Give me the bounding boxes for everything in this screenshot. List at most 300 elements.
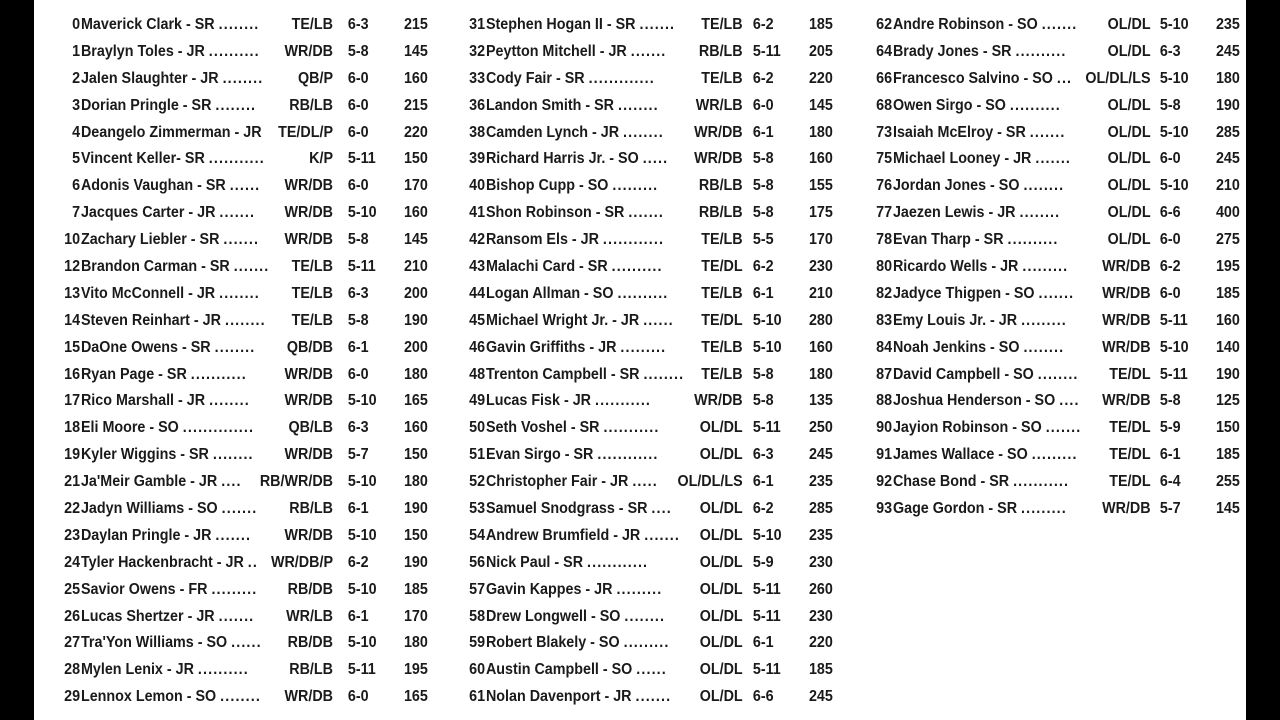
roster-row — [866, 469, 1238, 496]
roster-row — [459, 523, 831, 550]
player-height: 6-1 — [1159, 446, 1181, 464]
player-position: OL/DL — [1107, 231, 1151, 249]
player-year: JR — [186, 392, 206, 410]
player-entry — [893, 227, 1058, 254]
player-height: 5-10 — [347, 473, 377, 491]
roster-row — [866, 66, 1238, 93]
player-height: 5-11 — [752, 580, 781, 598]
player-name: Daylan Pringle — [80, 526, 181, 544]
player-height: 6-1 — [347, 500, 369, 518]
player-position: QB/P — [297, 69, 333, 87]
player-height: 5-8 — [347, 311, 369, 329]
player-position: WR/DB — [284, 446, 333, 464]
player-name: Rico Marshall — [80, 392, 175, 410]
player-sep: - — [595, 42, 609, 60]
player-name: Ransom Els — [485, 231, 568, 249]
roster-row — [54, 442, 426, 469]
player-sep: - — [184, 500, 197, 518]
leader-dots: ............. — [588, 69, 655, 87]
roster-row — [866, 173, 1238, 200]
player-position: WR/DB — [284, 204, 333, 222]
player-name: Vincent Keller — [80, 150, 177, 168]
player-year: SO — [1017, 16, 1038, 33]
player-year: SO — [592, 284, 614, 302]
player-name: Lucas Shertzer — [80, 607, 184, 625]
roster-row — [54, 496, 426, 523]
player-number: 33 — [469, 69, 486, 87]
player-entry — [81, 657, 249, 684]
player-sep: - — [176, 446, 190, 464]
player-number: 40 — [469, 177, 486, 195]
player-number: 49 — [469, 392, 486, 410]
leader-dots: ........ — [1037, 365, 1079, 383]
leader-dots: ........ — [218, 16, 260, 33]
player-sep: - — [614, 500, 628, 518]
player-number: 36 — [469, 96, 486, 114]
player-sep: - — [598, 661, 612, 679]
player-name: Braylyn Toles — [80, 42, 174, 60]
player-name: Gavin Griffiths — [485, 338, 586, 356]
player-sep: - — [984, 500, 998, 518]
leader-dots: .... — [221, 473, 242, 491]
player-sep: - — [176, 150, 185, 168]
player-year: JR — [998, 311, 1018, 329]
player-year: SO — [998, 177, 1020, 195]
leader-dots: ...... — [636, 661, 667, 679]
leader-dots: ............ — [587, 553, 649, 571]
player-height: 5-8 — [347, 42, 369, 60]
player-entry — [893, 173, 1064, 200]
player-height: 5-10 — [1159, 69, 1189, 87]
player-name: Landon Smith — [485, 96, 582, 114]
player-weight: 260 — [808, 580, 833, 598]
player-position: WR/DB — [284, 177, 333, 195]
roster-row — [459, 684, 831, 711]
roster-row — [54, 227, 426, 254]
player-name: Zachary Liebler — [80, 231, 187, 249]
player-sep: - — [230, 123, 244, 141]
leader-dots: ..... — [632, 473, 658, 491]
leader-dots: ........ — [624, 607, 666, 625]
player-entry — [81, 684, 261, 711]
player-sep: - — [588, 123, 601, 141]
roster-row — [866, 254, 1238, 281]
roster-column-2 — [459, 12, 859, 711]
roster-row — [54, 415, 426, 442]
player-entry — [486, 523, 680, 550]
player-number: 41 — [469, 204, 486, 222]
player-name: Jalen Slaughter — [80, 69, 188, 87]
roster-row — [54, 281, 426, 308]
player-height: 6-1 — [752, 473, 774, 491]
player-weight: 150 — [403, 150, 428, 168]
player-weight: 185 — [808, 661, 833, 679]
player-entry — [893, 146, 1071, 173]
player-position: OL/DL — [699, 419, 743, 437]
player-entry — [893, 120, 1066, 147]
player-height: 5-11 — [752, 607, 781, 625]
player-weight: 215 — [403, 16, 428, 33]
player-position: TE/DL — [1109, 473, 1151, 491]
roster-row — [54, 388, 426, 415]
player-sep: - — [212, 553, 226, 571]
player-position: WR/LB — [695, 96, 743, 114]
player-sep: - — [193, 634, 207, 652]
player-height: 5-10 — [347, 580, 377, 598]
player-position: TE/LB — [701, 231, 743, 249]
leader-dots: ....... — [1035, 150, 1072, 168]
leader-dots: .......... — [1015, 42, 1067, 60]
roster-row — [459, 577, 831, 604]
player-number: 22 — [64, 500, 81, 518]
player-entry — [893, 496, 1067, 523]
player-weight: 180 — [403, 473, 428, 491]
player-name: Jaezen Lewis — [892, 204, 985, 222]
player-height: 6-6 — [752, 688, 774, 706]
player-name: Robert Blakely — [485, 634, 587, 652]
player-number: 45 — [469, 311, 486, 329]
player-weight: 200 — [403, 338, 428, 356]
player-height: 6-0 — [1159, 284, 1181, 302]
player-name: Ja'Meir Gamble — [80, 473, 187, 491]
player-position: TE/DL — [1109, 365, 1151, 383]
player-position: OL/DL — [699, 553, 743, 571]
player-entry — [486, 684, 671, 711]
player-entry — [893, 442, 1078, 469]
player-number: 6 — [72, 177, 81, 195]
leader-dots: ............ — [602, 231, 665, 249]
player-name: Bishop Cupp — [485, 177, 576, 195]
player-position: WR/DB — [1102, 500, 1151, 518]
player-number: 24 — [64, 553, 81, 571]
player-height: 5-10 — [347, 204, 377, 222]
player-weight: 185 — [403, 580, 428, 598]
roster-row — [459, 173, 831, 200]
player-weight: 230 — [808, 258, 833, 276]
player-position: TE/LB — [291, 311, 333, 329]
player-number: 50 — [469, 419, 486, 437]
leader-dots: ....... — [1038, 284, 1075, 302]
player-sep: - — [1004, 16, 1018, 33]
player-entry — [81, 173, 260, 200]
player-weight: 160 — [403, 204, 428, 222]
player-year: SR — [627, 500, 648, 518]
roster-row — [54, 173, 426, 200]
player-height: 5-10 — [1159, 177, 1189, 195]
player-name: Francesco Salvino — [892, 69, 1020, 87]
roster-row — [459, 388, 831, 415]
player-sep: - — [180, 526, 194, 544]
player-name: Andrew Brumfield — [485, 526, 610, 544]
leader-dots: .... — [651, 500, 672, 518]
leader-dots: ......... — [616, 580, 663, 598]
player-sep: - — [186, 473, 199, 491]
player-position: WR/DB — [284, 688, 333, 706]
player-year: SR — [199, 231, 220, 249]
leader-dots: ........... — [190, 365, 247, 383]
player-entry — [81, 496, 257, 523]
leader-dots: ......... — [1021, 500, 1067, 518]
player-entry — [486, 254, 663, 281]
leader-dots: ............ — [597, 446, 659, 464]
player-year: JR — [243, 123, 262, 141]
leader-dots: ........... — [1013, 473, 1070, 491]
player-number: 10 — [64, 231, 81, 249]
player-position: RB/LB — [289, 500, 333, 518]
player-position: QB/LB — [288, 419, 333, 437]
player-entry — [486, 388, 651, 415]
roster-row — [866, 227, 1238, 254]
player-number: 60 — [469, 661, 486, 679]
player-year: JR — [200, 69, 219, 87]
player-year: JR — [186, 42, 205, 60]
leader-dots: ....... — [635, 688, 672, 706]
player-sep: - — [184, 284, 197, 302]
player-weight: 210 — [403, 258, 428, 276]
player-height: 6-1 — [347, 338, 369, 356]
player-number: 48 — [469, 365, 486, 383]
player-sep: - — [1000, 365, 1014, 383]
player-entry — [81, 227, 259, 254]
player-number: 13 — [64, 284, 81, 302]
player-entry — [486, 66, 655, 93]
player-name: Jadyn Williams — [80, 500, 185, 518]
player-year: SR — [983, 231, 1004, 249]
roster-row — [459, 66, 831, 93]
roster-row — [54, 308, 426, 335]
player-name: Jordan Jones — [892, 177, 987, 195]
roster-row — [459, 469, 831, 496]
player-name: Gavin Kappes — [485, 580, 582, 598]
player-weight: 165 — [403, 688, 428, 706]
player-name: Nolan Davenport — [485, 688, 601, 706]
player-number: 90 — [876, 419, 893, 437]
player-height: 5-7 — [1159, 500, 1181, 518]
player-height: 5-11 — [347, 661, 376, 679]
player-position: RB/LB — [698, 42, 743, 60]
roster-row — [866, 362, 1238, 389]
player-sep: - — [173, 42, 187, 60]
player-year: JR — [580, 231, 599, 249]
player-entry — [81, 12, 259, 39]
player-position: RB/WR/DB — [259, 473, 333, 491]
leader-dots: ........ — [214, 338, 256, 356]
player-weight: 165 — [403, 392, 428, 410]
roster-row — [459, 630, 831, 657]
player-name: Ryan Page — [80, 365, 155, 383]
player-sep: - — [197, 258, 210, 276]
player-entry — [486, 630, 669, 657]
player-sep: - — [581, 580, 595, 598]
player-height: 6-0 — [1159, 231, 1181, 249]
player-position: OL/DL — [699, 634, 743, 652]
player-sep: - — [606, 365, 620, 383]
player-sep: - — [586, 634, 599, 652]
roster-row — [459, 39, 831, 66]
player-year: SO — [998, 338, 1020, 356]
leader-dots: ......... — [620, 338, 667, 356]
player-year: SO — [618, 150, 639, 168]
player-number: 84 — [876, 338, 893, 356]
player-year: JR — [572, 392, 592, 410]
player-height: 5-10 — [347, 392, 377, 410]
player-year: JR — [621, 526, 641, 544]
player-height: 5-10 — [1159, 123, 1189, 141]
player-year: SR — [205, 177, 226, 195]
player-sep: - — [580, 284, 593, 302]
player-height: 5-11 — [752, 42, 781, 60]
roster-row — [459, 657, 831, 684]
player-weight: 205 — [808, 42, 833, 60]
player-number: 32 — [469, 42, 486, 60]
player-sep: - — [597, 473, 611, 491]
player-weight: 210 — [808, 284, 833, 302]
roster-row — [459, 550, 831, 577]
player-number: 75 — [876, 150, 893, 168]
player-weight: 285 — [1215, 123, 1240, 141]
player-sep: - — [178, 96, 192, 114]
roster-row — [459, 308, 831, 335]
player-height: 5-10 — [1159, 16, 1189, 33]
player-sep: - — [567, 231, 581, 249]
player-year: SR — [191, 96, 212, 114]
player-year: SR — [604, 204, 625, 222]
player-year: SO — [195, 688, 217, 706]
player-height: 5-11 — [1159, 311, 1188, 329]
player-name: Samuel Snodgrass — [485, 500, 615, 518]
player-name: Steven Reinhart — [80, 311, 190, 329]
player-number: 62 — [876, 16, 893, 33]
player-position: OL/DL — [1107, 150, 1151, 168]
leader-dots: ........ — [222, 69, 264, 87]
player-position: TE/DL — [1109, 419, 1151, 437]
player-height: 5-11 — [1159, 365, 1188, 383]
player-entry — [893, 469, 1069, 496]
player-number: 93 — [876, 500, 893, 518]
player-entry — [81, 281, 260, 308]
leader-dots: ........... — [208, 150, 265, 168]
player-height: 6-4 — [1159, 473, 1181, 491]
player-sep: - — [608, 311, 621, 329]
player-year: SR — [564, 69, 585, 87]
player-height: 6-1 — [752, 284, 774, 302]
player-weight: 160 — [808, 338, 833, 356]
player-number: 44 — [469, 284, 486, 302]
player-weight: 170 — [403, 177, 428, 195]
player-number: 66 — [876, 69, 893, 87]
player-sep: - — [184, 204, 198, 222]
leader-dots: ....... — [223, 231, 260, 249]
player-name: Richard Harris Jr. — [485, 150, 606, 168]
player-height: 5-8 — [1159, 96, 1181, 114]
leader-dots: .... — [1059, 392, 1080, 410]
player-name: Brady Jones — [892, 42, 979, 60]
player-height: 6-3 — [347, 16, 369, 33]
player-position: WR/DB — [284, 365, 333, 383]
player-sep: - — [193, 177, 206, 195]
player-weight: 195 — [403, 661, 428, 679]
player-height: 6-3 — [752, 446, 774, 464]
player-position: TE/LB — [701, 69, 743, 87]
leader-dots: ....... — [221, 500, 258, 518]
player-year: JR — [620, 311, 640, 329]
player-entry — [486, 442, 659, 469]
player-number: 77 — [876, 204, 893, 222]
player-year: SR — [166, 365, 187, 383]
leader-dots: ....... — [644, 526, 680, 544]
player-year: SR — [209, 258, 230, 276]
roster-row — [459, 442, 831, 469]
player-height: 5-8 — [752, 365, 774, 383]
leader-dots: ....... — [639, 16, 676, 33]
player-entry — [893, 12, 1077, 39]
leader-dots: ........ — [643, 365, 685, 383]
player-number: 12 — [64, 258, 81, 276]
player-sep: - — [1021, 392, 1035, 410]
player-weight: 160 — [1215, 311, 1240, 329]
roster-sheet — [34, 0, 1246, 720]
player-number: 28 — [64, 661, 81, 679]
player-name: Chase Bond — [892, 473, 977, 491]
player-name: Shon Robinson — [485, 204, 592, 222]
roster-row — [54, 254, 426, 281]
player-name: James Wallace — [892, 446, 995, 464]
player-year: SO — [599, 607, 621, 625]
player-position: TE/DL — [1109, 446, 1151, 464]
player-position: RB/DB — [287, 634, 333, 652]
player-year: SO — [1032, 69, 1053, 87]
roster-row — [459, 362, 831, 389]
player-position: OL/DL — [1107, 204, 1151, 222]
player-position: K/P — [309, 150, 333, 168]
player-position: QB/DB — [286, 338, 333, 356]
player-name: Jayion Robinson — [892, 419, 1009, 437]
player-number: 39 — [469, 150, 486, 168]
player-sep: - — [984, 204, 998, 222]
player-sep: - — [972, 96, 986, 114]
player-position: OL/DL — [699, 580, 743, 598]
player-weight: 190 — [403, 553, 428, 571]
player-number: 25 — [64, 580, 81, 598]
player-name: Seth Voshel — [485, 419, 567, 437]
roster-row — [866, 39, 1238, 66]
roster-row — [459, 254, 831, 281]
player-year: SR — [587, 258, 608, 276]
roster-row — [54, 200, 426, 227]
player-weight: 140 — [1215, 338, 1240, 356]
player-name: Austin Campbell — [485, 661, 599, 679]
player-year: SR — [579, 419, 600, 437]
player-number: 19 — [64, 446, 81, 464]
player-name: Tyler Hackenbracht — [80, 553, 213, 571]
player-name: Peytton Mitchell — [485, 42, 596, 60]
player-entry — [81, 388, 250, 415]
player-position: TE/DL/P — [278, 123, 333, 141]
player-entry — [486, 281, 668, 308]
player-weight: 190 — [1215, 96, 1240, 114]
player-number: 59 — [469, 634, 486, 652]
leader-dots: ...... — [231, 634, 262, 652]
player-number: 31 — [469, 16, 486, 33]
roster-row — [866, 442, 1238, 469]
player-position: OL/DL — [1107, 177, 1151, 195]
player-entry — [81, 200, 255, 227]
player-number: 88 — [876, 392, 893, 410]
player-height: 6-0 — [347, 688, 369, 706]
roster-row — [459, 335, 831, 362]
player-entry — [486, 146, 668, 173]
player-height: 6-6 — [1159, 204, 1181, 222]
